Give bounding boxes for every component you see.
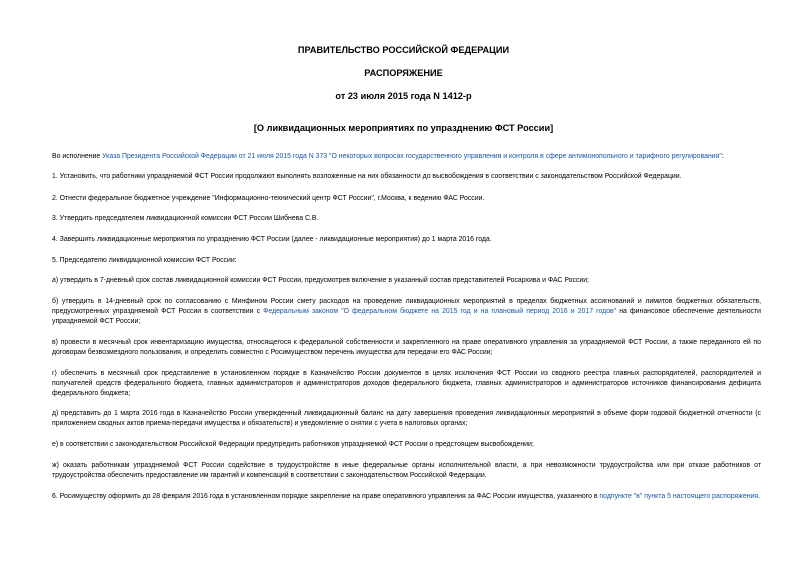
item-1: 1. Установить, что работники упраздняемой ФСТ России продолжают выполнять возложенные на них обязанности до высвобождения в соответствии с законодательством Российской Федерации. <box>52 173 682 180</box>
subitem-v: в) провести в месячный срок инвентаризацию имущества, относящегося к федеральной собственности и закрепленного на праве оперативного управления за упраздняемой ФСТ России, а также переданного ей по договорам безвозмездного пользования, и определить совместно с Росимуществом перечень имущества для передачи его ФАС России; <box>52 339 761 357</box>
item-4: 4. Завершить ликвидационные мероприятия по упразднению ФСТ России (далее - ликвидационные мероприятия) до 1 марта 2016 года. <box>52 236 492 243</box>
subitem-g: г) обеспечить в месячный срок представление в установленном порядке в Казначейство России документов в целях исключения ФСТ России из сводного реестра главных распорядителей, распорядителей и получателей средств федерального бюджета, главных администраторов и администраторов доходов федерального бюджета, главных администраторов и администраторов источников финансирования дефицита федерального бюджета; <box>52 370 761 398</box>
org-name: ПРАВИТЕЛЬСТВО РОССИЙСКОЙ ФЕДЕРАЦИИ <box>297 45 510 55</box>
doc-type: РАСПОРЯЖЕНИЕ <box>364 68 443 78</box>
preamble <box>52 152 761 162</box>
subitem-b <box>52 297 761 328</box>
item-6 <box>52 492 761 502</box>
preamble-text: Во исполнение <box>52 153 103 160</box>
subitem-d: д) представить до 1 марта 2016 года в Казначейство России утвержденный ликвидационный баланс на дату завершения проведения ликвидационных мероприятий в объеме форм годовой бюджетной отчетности (с приложением сводных актов приема-передачи имущества и обязательств) и уведомление о снятии с учета в налоговых органах; <box>52 410 761 428</box>
preamble-end: : <box>721 153 724 160</box>
subpoint-link[interactable]: подпункте "в" пункта 5 настоящего распоряжения <box>599 493 759 500</box>
item-2: 2. Отнести федеральное бюджетное учреждение "Информационно-технический центр ФСТ России", г.Москва, к ведению ФАС России. <box>52 195 485 202</box>
subitem-zh: ж) оказать работникам упраздняемой ФСТ России содействие в трудоустройстве в иные федеральные органы исполнительной власти, а при невозможности трудоустройства или при отказе работников от трудоустройства обеспечить предоставление им гарантий и компенсаций в соответствии с законодательством Российской Федерации. <box>52 462 761 480</box>
subitem-b-text: б) утвердить в 14-дневный срок по согласованию с Минфином России смету расходов на проведение ликвидационных мероприятий в пределах бюджетных ассигнований и лимитов бюджетных обязательств, предусмотренных упраздняемой ФСТ России в соответствии с <box>52 298 761 316</box>
preamble-link[interactable]: Указа Президента Российской Федерации от 21 июля 2015 года N 373 "О некоторых вопросах государственного управления и контроля в сфере антимонопольного и тарифного регулирования" <box>102 153 722 160</box>
federal-law-link[interactable]: Федеральным законом "О федеральном бюджете на 2015 год и на плановый период 2016 и 2017 годов" <box>263 308 617 316</box>
subitem-a: а) утвердить в 7-дневный срок состав ликвидационной комиссии ФСТ России, предусмотрев включение в указанный состав представителей Росархива и ФАС России; <box>52 277 589 284</box>
item-3: 3. Утвердить председателем ликвидационной комиссии ФСТ России Шибнева С.В. <box>52 215 319 222</box>
item-6-text: 6. Росимуществу оформить до 28 февраля 2016 года в установленном порядке закрепление на праве оперативного управления за ФАС России имущества, указанного в <box>52 493 600 500</box>
subitem-b-end: на финансовое обеспечение деятельности упраздняемой ФСТ России; <box>52 308 761 326</box>
doc-date: от 23 июля 2015 года N 1412-р <box>335 91 472 101</box>
item-6-end: . <box>758 493 761 500</box>
subitem-e: е) в соответствии с законодательством Российской Федерации предупредить работников упраздняемой ФСТ России о предстоящем высвобождении; <box>52 441 534 448</box>
item-5: 5. Председателю ликвидационной комиссии ФСТ России: <box>52 257 237 264</box>
doc-title: [О ликвидационных мероприятиях по упразднению ФСТ России] <box>253 123 554 133</box>
